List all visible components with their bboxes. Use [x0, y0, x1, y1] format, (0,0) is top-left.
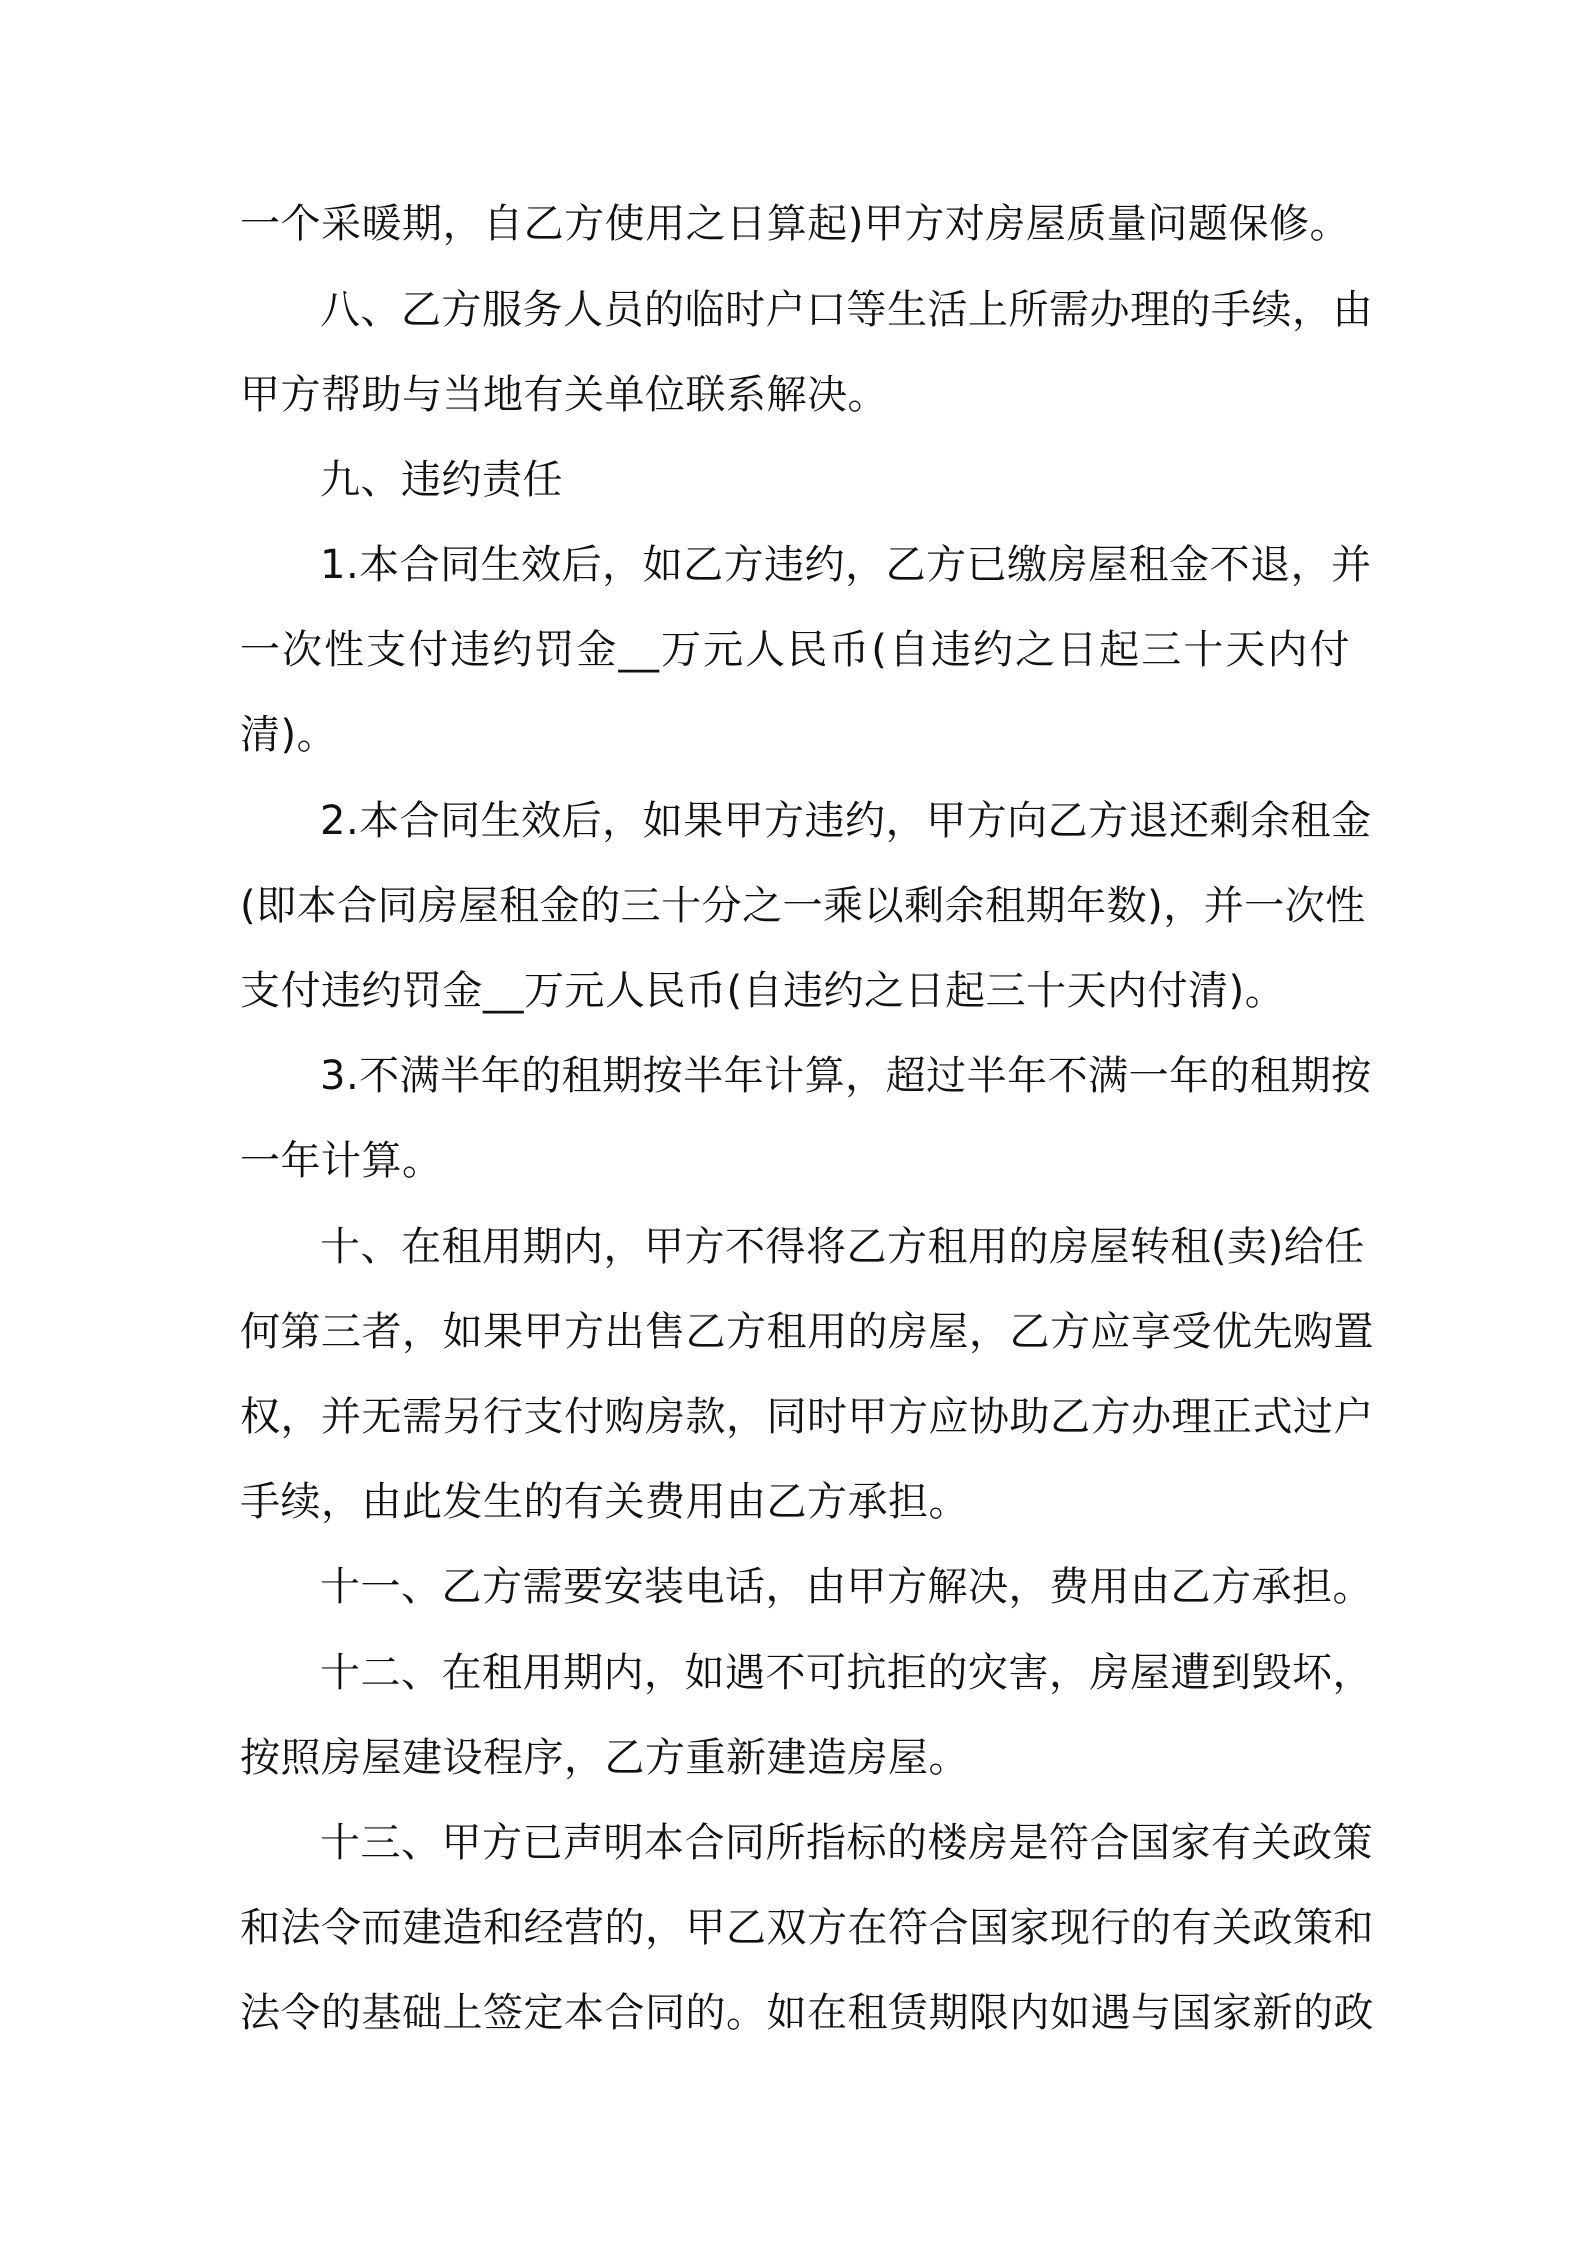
section-heading: 九、违约责任 [320, 457, 563, 503]
text-line: 何第三者，如果甲方出售乙方租用的房屋，乙方应享受优先购置 [240, 1309, 1374, 1355]
text-line: 十三、甲方已声明本合同所指标的楼房是符合国家有关政策 [320, 1820, 1373, 1866]
text-line: 甲方帮助与当地有关单位联系解决。 [240, 372, 888, 418]
text-line: 手续，由此发生的有关费用由乙方承担。 [240, 1479, 969, 1525]
text-line: 和法令而建造和经营的，甲乙双方在符合国家现行的有关政策和 [240, 1905, 1374, 1951]
text-line: 十一、乙方需要安装电话，由甲方解决，费用由乙方承担。 [320, 1564, 1373, 1610]
text-line: 一年计算。 [240, 1138, 443, 1184]
text-line: 法令的基础上签定本合同的。如在租赁期限内如遇与国家新的政 [240, 1990, 1374, 2036]
text-line: 清)。 [240, 712, 338, 758]
text-line: 1.本合同生效后，如乙方违约，乙方已缴房屋租金不退，并 [320, 542, 1372, 588]
text-line: 一次性支付违约罚金__万元人民币(自违约之日起三十天内付 [240, 627, 1350, 673]
text-line: 按照房屋建设程序，乙方重新建造房屋。 [240, 1735, 969, 1781]
text-line: 权，并无需另行支付购房款，同时甲方应协助乙方办理正式过户 [240, 1394, 1374, 1440]
text-line: (即本合同房屋租金的三十分之一乘以剩余租期年数)，并一次性 [240, 883, 1366, 929]
text-line: 十二、在租用期内，如遇不可抗拒的灾害，房屋遭到毁坏， [320, 1650, 1373, 1696]
text-line: 3.不满半年的租期按半年计算，超过半年不满一年的租期按 [320, 1053, 1372, 1099]
text-line: 八、乙方服务人员的临时户口等生活上所需办理的手续，由 [320, 287, 1373, 333]
text-line: 支付违约罚金__万元人民币(自违约之日起三十天内付清)。 [240, 968, 1286, 1014]
text-line: 一个采暖期，自乙方使用之日算起)甲方对房屋质量问题保修。 [240, 201, 1350, 247]
text-line: 十、在租用期内，甲方不得将乙方租用的房屋转租(卖)给任 [320, 1224, 1365, 1270]
text-line: 2.本合同生效后，如果甲方违约，甲方向乙方退还剩余租金 [320, 798, 1372, 844]
